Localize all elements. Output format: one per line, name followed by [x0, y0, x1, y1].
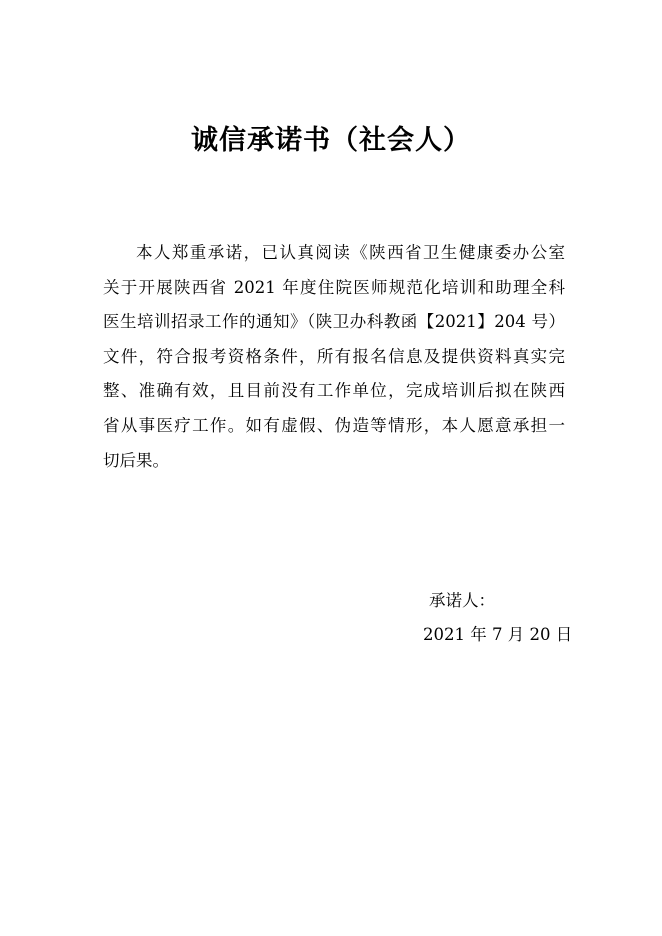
pledge-line-7: 切后果。	[103, 450, 169, 470]
pledge-line-5: 整、准确有效，且目前没有工作单位，完成培训后拟在陕西	[103, 381, 565, 401]
pledge-line-6: 省从事医疗工作。如有虚假、伪造等情形，本人愿意承担一	[103, 415, 565, 435]
pledge-body	[103, 236, 565, 478]
pledge-line-2: 关于开展陕西省 2021 年度住院医师规范化培训和助理全科	[103, 277, 565, 297]
pledge-line-3: 医生培训招录工作的通知》（陕卫办科教函【2021】204 号）	[103, 312, 565, 332]
signer-label: 承诺人：	[429, 591, 495, 610]
signature-date: 2021 年 7 月 20 日	[423, 625, 573, 644]
pledge-line-1: 本人郑重承诺，已认真阅读《陕西省卫生健康委办公室	[136, 243, 565, 262]
pledge-line-4: 文件，符合报考资格条件，所有报名信息及提供资料真实完	[103, 346, 565, 366]
document-title: 诚信承诺书（社会人）	[191, 125, 471, 156]
